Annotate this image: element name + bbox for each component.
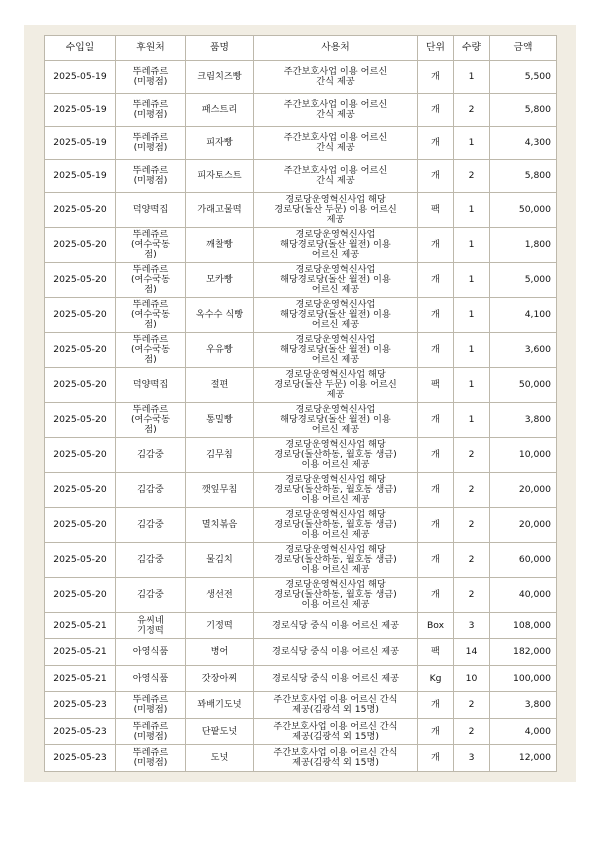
cell-donor: 뚜레쥬르 (미평점) — [116, 159, 186, 192]
cell-amount: 3,800 — [490, 692, 557, 719]
table-row — [45, 542, 557, 577]
cell-donor: 김감중 — [116, 437, 186, 472]
cell-donor: 뚜레쥬르 (미평점) — [116, 61, 186, 94]
cell-usage: 경로당운영혁신사업 해당경로당(돌산 월전) 이용 어르신 제공 — [254, 262, 418, 297]
table-row — [45, 612, 557, 639]
cell-qty: 1 — [454, 332, 490, 367]
cell-item: 생선전 — [186, 577, 254, 612]
cell-usage: 주간보호사업 이용 어르신 간식 제공 — [254, 126, 418, 159]
cell-date: 2025-05-20 — [45, 227, 116, 262]
cell-qty: 2 — [454, 507, 490, 542]
cell-unit: 개 — [418, 297, 454, 332]
cell-qty: 14 — [454, 639, 490, 666]
cell-date: 2025-05-19 — [45, 93, 116, 126]
cell-date: 2025-05-20 — [45, 332, 116, 367]
cell-amount: 3,800 — [490, 402, 557, 437]
cell-qty: 3 — [454, 612, 490, 639]
table-row — [45, 437, 557, 472]
cell-qty: 1 — [454, 61, 490, 94]
cell-unit: 개 — [418, 332, 454, 367]
cell-amount: 5,000 — [490, 262, 557, 297]
cell-item: 깻잎무침 — [186, 472, 254, 507]
table-row — [45, 367, 557, 402]
cell-amount: 60,000 — [490, 542, 557, 577]
table-row — [45, 745, 557, 772]
cell-usage: 경로당운영혁신사업 해당 경로당(돌산하동, 월호동 생금) 이용 어르신 제공 — [254, 437, 418, 472]
cell-item: 옥수수 식빵 — [186, 297, 254, 332]
cell-qty: 2 — [454, 718, 490, 745]
cell-qty: 1 — [454, 262, 490, 297]
cell-amount: 50,000 — [490, 192, 557, 227]
cell-amount: 108,000 — [490, 612, 557, 639]
cell-amount: 40,000 — [490, 577, 557, 612]
cell-amount: 50,000 — [490, 367, 557, 402]
cell-unit: 개 — [418, 262, 454, 297]
cell-usage: 경로당운영혁신사업 해당 경로당(돌산하동, 월호동 생금) 이용 어르신 제공 — [254, 507, 418, 542]
cell-donor: 뚜레쥬르 (여수국동 점) — [116, 297, 186, 332]
cell-usage: 주간보호사업 이용 어르신 간식 제공 — [254, 159, 418, 192]
cell-item: 피자빵 — [186, 126, 254, 159]
cell-usage: 주간보호사업 이용 어르신 간식 제공 — [254, 61, 418, 94]
cell-item: 크림치즈빵 — [186, 61, 254, 94]
cell-date: 2025-05-23 — [45, 745, 116, 772]
cell-item: 병어 — [186, 639, 254, 666]
cell-qty: 2 — [454, 93, 490, 126]
cell-usage: 경로당운영혁신사업 해당 경로당(돌산 두문) 이용 어르신 제공 — [254, 192, 418, 227]
cell-donor: 유씨네 기정떡 — [116, 612, 186, 639]
cell-item: 피자토스트 — [186, 159, 254, 192]
cell-amount: 4,000 — [490, 718, 557, 745]
header-usage: 사용처 — [254, 36, 418, 61]
cell-date: 2025-05-19 — [45, 126, 116, 159]
cell-qty: 2 — [454, 577, 490, 612]
cell-usage: 경로식당 중식 이용 어르신 제공 — [254, 612, 418, 639]
table-row — [45, 577, 557, 612]
cell-donor: 뚜레쥬르 (여수국동 점) — [116, 262, 186, 297]
table-row — [45, 227, 557, 262]
cell-item: 단팥도넛 — [186, 718, 254, 745]
cell-donor: 덕양떡집 — [116, 192, 186, 227]
cell-unit: 개 — [418, 472, 454, 507]
cell-unit: 개 — [418, 542, 454, 577]
cell-donor: 덕양떡집 — [116, 367, 186, 402]
cell-date: 2025-05-20 — [45, 437, 116, 472]
cell-qty: 2 — [454, 437, 490, 472]
cell-usage: 주간보호사업 이용 어르신 간식 제공(김광석 외 15명) — [254, 718, 418, 745]
cell-amount: 1,800 — [490, 227, 557, 262]
cell-item: 통밀빵 — [186, 402, 254, 437]
table-row — [45, 332, 557, 367]
table-row — [45, 402, 557, 437]
cell-item: 기정떡 — [186, 612, 254, 639]
cell-amount: 5,800 — [490, 159, 557, 192]
cell-date: 2025-05-21 — [45, 612, 116, 639]
table-row — [45, 507, 557, 542]
cell-unit: Kg — [418, 665, 454, 692]
cell-donor: 김감중 — [116, 507, 186, 542]
cell-item: 멸치볶음 — [186, 507, 254, 542]
cell-date: 2025-05-20 — [45, 577, 116, 612]
cell-item: 가래고물떡 — [186, 192, 254, 227]
table-row — [45, 718, 557, 745]
cell-qty: 2 — [454, 159, 490, 192]
cell-donor: 뚜레쥬르 (여수국동 점) — [116, 332, 186, 367]
cell-donor: 김감중 — [116, 577, 186, 612]
cell-date: 2025-05-19 — [45, 61, 116, 94]
header-amount: 금액 — [490, 36, 557, 61]
cell-date: 2025-05-19 — [45, 159, 116, 192]
cell-amount: 4,100 — [490, 297, 557, 332]
cell-donor: 뚜레쥬르 (여수국동 점) — [116, 402, 186, 437]
cell-date: 2025-05-20 — [45, 507, 116, 542]
cell-usage: 경로당운영혁신사업 해당 경로당(돌산하동, 월호동 생금) 이용 어르신 제공 — [254, 472, 418, 507]
cell-qty: 1 — [454, 227, 490, 262]
cell-item: 깨찰빵 — [186, 227, 254, 262]
cell-usage: 경로당운영혁신사업 해당경로당(돌산 월전) 이용 어르신 제공 — [254, 402, 418, 437]
table-body — [45, 61, 557, 772]
cell-usage: 경로식당 중식 이용 어르신 제공 — [254, 639, 418, 666]
cell-qty: 2 — [454, 542, 490, 577]
table-row — [45, 665, 557, 692]
cell-donor: 뚜레쥬르 (미평점) — [116, 718, 186, 745]
cell-donor: 뚜레쥬르 (미평점) — [116, 126, 186, 159]
cell-item: 패스트리 — [186, 93, 254, 126]
donation-table — [44, 35, 557, 772]
cell-donor: 아영식품 — [116, 639, 186, 666]
page-frame — [24, 25, 576, 782]
cell-unit: 개 — [418, 507, 454, 542]
cell-usage: 경로당운영혁신사업 해당경로당(돌산 월전) 이용 어르신 제공 — [254, 332, 418, 367]
cell-date: 2025-05-20 — [45, 262, 116, 297]
cell-qty: 2 — [454, 692, 490, 719]
cell-amount: 5,800 — [490, 93, 557, 126]
cell-donor: 아영식품 — [116, 665, 186, 692]
cell-item: 모카빵 — [186, 262, 254, 297]
cell-date: 2025-05-23 — [45, 692, 116, 719]
cell-usage: 경로당운영혁신사업 해당경로당(돌산 월전) 이용 어르신 제공 — [254, 227, 418, 262]
table-row — [45, 61, 557, 94]
table-row — [45, 297, 557, 332]
cell-unit: 개 — [418, 126, 454, 159]
cell-qty: 2 — [454, 472, 490, 507]
cell-donor: 뚜레쥬르 (미평점) — [116, 93, 186, 126]
table-row — [45, 262, 557, 297]
cell-qty: 1 — [454, 367, 490, 402]
header-qty: 수량 — [454, 36, 490, 61]
cell-qty: 1 — [454, 192, 490, 227]
cell-item: 절편 — [186, 367, 254, 402]
cell-amount: 182,000 — [490, 639, 557, 666]
header-item: 품명 — [186, 36, 254, 61]
cell-item: 김무침 — [186, 437, 254, 472]
cell-usage: 경로당운영혁신사업 해당 경로당(돌산 두문) 이용 어르신 제공 — [254, 367, 418, 402]
cell-usage: 경로당운영혁신사업 해당 경로당(돌산하동, 월호동 생금) 이용 어르신 제공 — [254, 542, 418, 577]
cell-amount: 100,000 — [490, 665, 557, 692]
cell-usage: 경로식당 중식 이용 어르신 제공 — [254, 665, 418, 692]
table-row — [45, 472, 557, 507]
cell-unit: 개 — [418, 437, 454, 472]
cell-item: 우유빵 — [186, 332, 254, 367]
cell-item: 꽈배기도넛 — [186, 692, 254, 719]
cell-amount: 20,000 — [490, 472, 557, 507]
cell-usage: 경로당운영혁신사업 해당 경로당(돌산하동, 월호동 생금) 이용 어르신 제공 — [254, 577, 418, 612]
cell-usage: 주간보호사업 이용 어르신 간식 제공(김광석 외 15명) — [254, 692, 418, 719]
cell-date: 2025-05-20 — [45, 192, 116, 227]
cell-unit: 팩 — [418, 192, 454, 227]
cell-unit: 개 — [418, 577, 454, 612]
cell-unit: 팩 — [418, 639, 454, 666]
cell-usage: 주간보호사업 이용 어르신 간식 제공 — [254, 93, 418, 126]
cell-unit: 개 — [418, 93, 454, 126]
table-row — [45, 192, 557, 227]
cell-amount: 12,000 — [490, 745, 557, 772]
cell-usage: 경로당운영혁신사업 해당경로당(돌산 월전) 이용 어르신 제공 — [254, 297, 418, 332]
cell-qty: 3 — [454, 745, 490, 772]
table-header-row — [45, 36, 557, 61]
table-row — [45, 126, 557, 159]
cell-date: 2025-05-20 — [45, 367, 116, 402]
cell-qty: 1 — [454, 402, 490, 437]
cell-amount: 5,500 — [490, 61, 557, 94]
cell-amount: 20,000 — [490, 507, 557, 542]
cell-date: 2025-05-21 — [45, 639, 116, 666]
cell-unit: 개 — [418, 692, 454, 719]
cell-item: 갓장아찌 — [186, 665, 254, 692]
cell-amount: 10,000 — [490, 437, 557, 472]
cell-unit: 개 — [418, 159, 454, 192]
cell-qty: 1 — [454, 126, 490, 159]
cell-unit: 개 — [418, 745, 454, 772]
cell-donor: 뚜레쥬르 (미평점) — [116, 692, 186, 719]
cell-date: 2025-05-20 — [45, 297, 116, 332]
cell-item: 물김치 — [186, 542, 254, 577]
cell-unit: 개 — [418, 402, 454, 437]
cell-qty: 10 — [454, 665, 490, 692]
cell-date: 2025-05-20 — [45, 402, 116, 437]
cell-date: 2025-05-20 — [45, 472, 116, 507]
cell-qty: 1 — [454, 297, 490, 332]
cell-item: 도넛 — [186, 745, 254, 772]
table-row — [45, 692, 557, 719]
cell-usage: 주간보호사업 이용 어르신 간식 제공(김광석 외 15명) — [254, 745, 418, 772]
cell-unit: 개 — [418, 61, 454, 94]
cell-amount: 3,600 — [490, 332, 557, 367]
table-row — [45, 159, 557, 192]
cell-donor: 뚜레쥬르 (미평점) — [116, 745, 186, 772]
cell-donor: 김감중 — [116, 542, 186, 577]
cell-date: 2025-05-21 — [45, 665, 116, 692]
cell-unit: 개 — [418, 718, 454, 745]
cell-unit: Box — [418, 612, 454, 639]
cell-date: 2025-05-23 — [45, 718, 116, 745]
table-row — [45, 639, 557, 666]
header-unit: 단위 — [418, 36, 454, 61]
table-row — [45, 93, 557, 126]
cell-donor: 뚜레쥬르 (여수국동 점) — [116, 227, 186, 262]
cell-donor: 김감중 — [116, 472, 186, 507]
cell-date: 2025-05-20 — [45, 542, 116, 577]
cell-unit: 팩 — [418, 367, 454, 402]
cell-unit: 개 — [418, 227, 454, 262]
header-donor: 후원처 — [116, 36, 186, 61]
cell-amount: 4,300 — [490, 126, 557, 159]
header-date: 수입일 — [45, 36, 116, 61]
